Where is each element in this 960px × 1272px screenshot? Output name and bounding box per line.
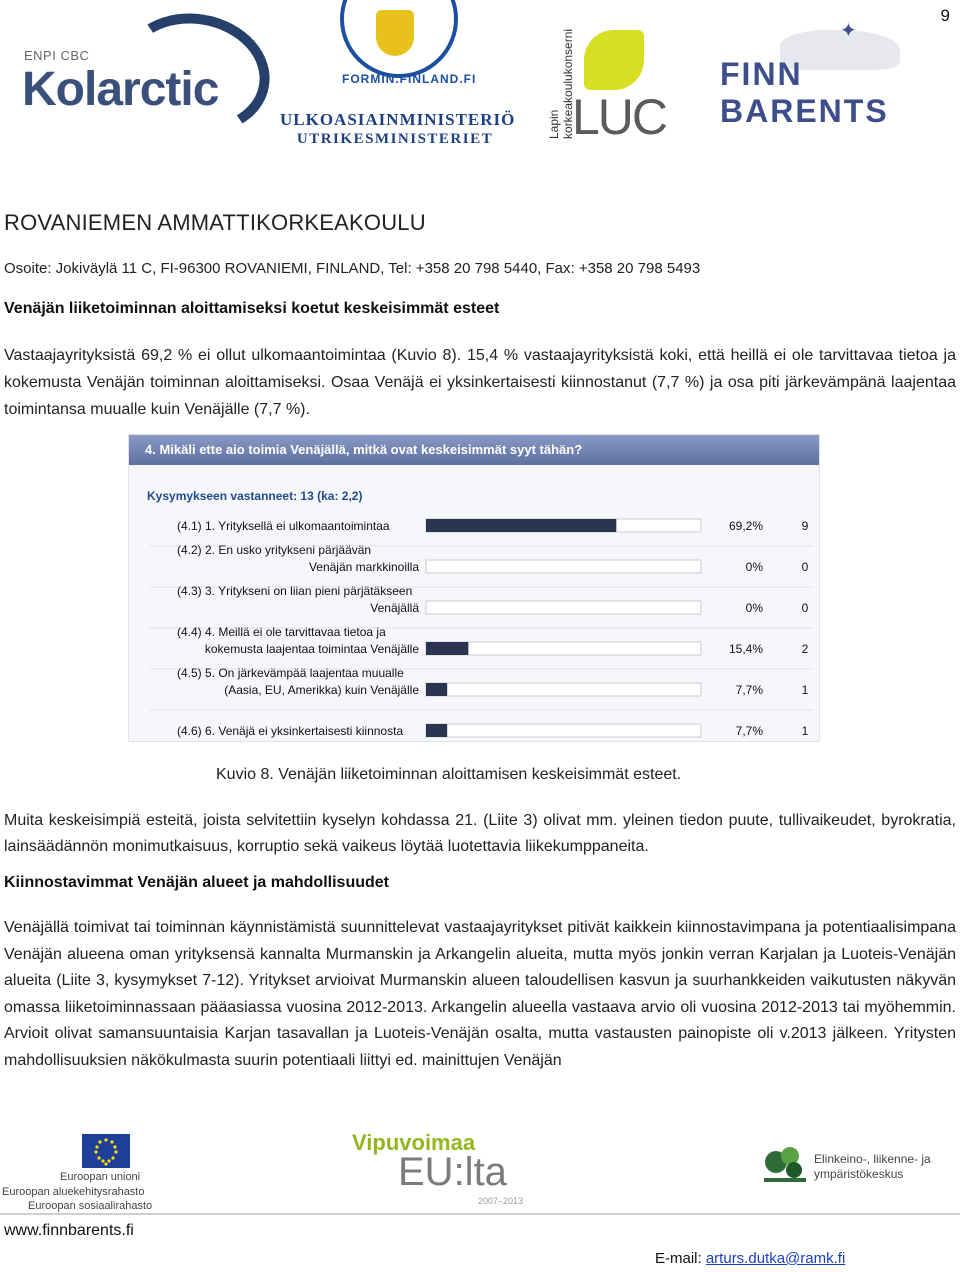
bar — [426, 642, 468, 655]
percent-label: 7,7% — [735, 724, 763, 738]
count-label: 1 — [801, 683, 809, 697]
luc-vertical-text: Lapin korkeakoulukonserni — [547, 28, 575, 139]
star-icon: ✦ — [840, 20, 857, 42]
kolarctic-wordmark: Kolarctic — [22, 63, 219, 116]
eu-flag-icon — [82, 1134, 130, 1168]
luc-wordmark: LUC — [572, 89, 667, 145]
paragraph-other-obstacles: Muita keskeisimpiä esteitä, joista selvitettiin kyselyn kohdassa 21. (Liite 3) olivat mm. yleinen tiedon puute, tullivaikeudet, byrokratia, lainsäädännön monimutkaisuus, korruptio sekä vaikeus löytää luotettavia liikekumppaneita. — [4, 812, 956, 855]
luc-leaf-icon — [584, 30, 644, 90]
category-label: (4.4) 4. Meillä ei ole tarvittavaa tietoa ja — [177, 625, 386, 639]
percent-label: 0% — [745, 560, 763, 574]
category-label: Venäjän markkinoilla — [308, 560, 419, 574]
formin-line1: ULKOASIAINMINISTERIÖ — [280, 110, 516, 129]
website-link[interactable]: www.finnbarents.fi — [4, 1222, 134, 1239]
bar — [426, 724, 447, 737]
bar-track — [426, 601, 701, 614]
formin-ring-text: FORMIN.FINLAND.FI — [342, 72, 477, 86]
category-label: Venäjällä — [370, 601, 419, 615]
category-label: (4.2) 2. En usko yritykseni pärjäävän — [177, 543, 372, 557]
ely-label: Elinkeino-, liikenne- ja ympäristökeskus — [814, 1152, 931, 1181]
bar — [426, 519, 616, 532]
email-line — [655, 1250, 845, 1267]
luc-logo — [548, 0, 668, 150]
eu-label: Euroopan unioni — [60, 1171, 141, 1183]
section-heading-obstacles: Venäjän liiketoiminnan aloittamiseksi koetut keskeisimmät esteet — [4, 300, 500, 317]
percent-label: 7,7% — [735, 683, 763, 697]
paragraph-regions: Venäjällä toimivat tai toiminnan käynnistämistä suunnittelevat vastaajayritykset pitivät kaikkein kiinnostavimpana ja potentiaalisimpana Venäjän alueena oman yrityksensä kannalta Murmanskin ja Arkangelin alueita, mutta myös jonkin verran Karjalan ja Luoteis-Venäjän alueita (Liite 3, kysymykset 7-12). Yritykset arvioivat Murmanskin alueen taloudellisen kasvun ja suurhankkeiden vaikutusten näkyvän omassa liiketoiminnassaan pääasiassa vuosina 2012-2013. Arkangelin alueella vastaava arvio oli vuosina 2012-2013 tai myöhemmin. Arvioit olivat samansuuntaisia Karjan tasavallan ja Luoteis-Venäjän osalta, mutta vastausten painopiste oli v.2013 jälkeen. Yritysten mahdollisuuksien näkökulmasta suurin potentiaali liittyi ed. mainittujen Venäjän — [4, 919, 956, 1069]
finnbarents-logo — [720, 16, 956, 129]
email-label: E-mail: — [655, 1250, 706, 1267]
section-heading-regions: Kiinnostavimmat Venäjän alueet ja mahdollisuudet — [4, 874, 389, 891]
erdf-label: Euroopan aluekehitysrahasto — [2, 1186, 145, 1198]
count-label: 1 — [801, 724, 809, 738]
vip-years: 2007–2013 — [478, 1196, 524, 1206]
formin-line2: UTRIKESMINISTERIET — [296, 131, 494, 147]
email-link[interactable]: arturs.dutka@ramk.fi — [705, 1250, 846, 1267]
category-label: (Aasia, EU, Amerikka) kuin Venäjälle — [224, 683, 419, 697]
bar-track — [426, 724, 701, 737]
category-label: (4.1) 1. Yrityksellä ei ulkomaantoimintaa — [177, 519, 390, 533]
category-label: (4.6) 6. Venäjä ei yksinkertaisesti kiinnosta — [177, 724, 404, 738]
category-label: (4.5) 5. On järkevämpää laajentaa muualle — [177, 666, 404, 680]
lion-crest-icon — [376, 10, 414, 56]
count-label: 9 — [801, 519, 809, 533]
ely-logo-icon — [760, 1140, 812, 1188]
bar-track — [426, 683, 701, 696]
paragraph-obstacles: Vastaajayrityksistä 69,2 % ei ollut ulkomaantoimintaa (Kuvio 8). 15,4 % vastaajayrityksistä koki, että heillä ei ole tarvittavaa tietoa ja kokemusta Venäjän toiminnan aloittamiseksi. Osaa Venäjä ei yksinkertaisesti kiinnostanut (7,7 %) ja osa piti järkevämpänä laajentaa toimintansa muualle kuin Venäjälle (7,7 %). — [4, 347, 956, 418]
formin-logo — [280, 0, 516, 150]
category-label: (4.3) 3. Yritykseni on liian pieni pärjätäkseen — [177, 584, 413, 598]
count-label: 2 — [801, 642, 809, 656]
kolarctic-small-text: ENPI CBC — [24, 48, 90, 63]
percent-label: 0% — [745, 601, 763, 615]
org-title: ROVANIEMEN AMMATTIKORKEAKOULU — [4, 210, 426, 235]
figure-caption: Kuvio 8. Venäjän liiketoiminnan aloittamisen keskeisimmät esteet. — [216, 766, 682, 783]
chart-plot — [129, 435, 819, 741]
vipuvoimaa-text: Vipuvoimaa — [352, 1130, 476, 1155]
footer-divider — [0, 1213, 960, 1215]
address-line: Osoite: Jokiväylä 11 C, FI-96300 ROVANIEMI, FINLAND, Tel: +358 20 798 5440, Fax: +358 20 798 5493 — [4, 260, 701, 277]
survey-bar-chart — [128, 434, 820, 742]
chart-respondents: Kysymykseen vastanneet: 13 (ka: 2,2) — [147, 489, 363, 503]
count-label: 0 — [801, 601, 809, 615]
eulta-text: EU:lta — [398, 1150, 507, 1194]
bar — [426, 683, 447, 696]
count-label: 0 — [801, 560, 809, 574]
percent-label: 15,4% — [728, 642, 763, 656]
finnbarents-wordmark: FINN BARENTS — [720, 56, 889, 129]
bar-track — [426, 560, 701, 573]
kolarctic-logo — [10, 18, 240, 128]
page-number: 9 — [940, 6, 950, 25]
percent-label: 69,2% — [728, 519, 763, 533]
chart-title: 4. Mikäli ette aio toimia Venäjällä, mitkä ovat keskeisimmät syyt tähän? — [129, 435, 819, 465]
esf-label: Euroopan sosiaalirahasto — [28, 1200, 153, 1212]
category-label: kokemusta laajentaa toimintaa Venäjälle — [204, 642, 419, 656]
